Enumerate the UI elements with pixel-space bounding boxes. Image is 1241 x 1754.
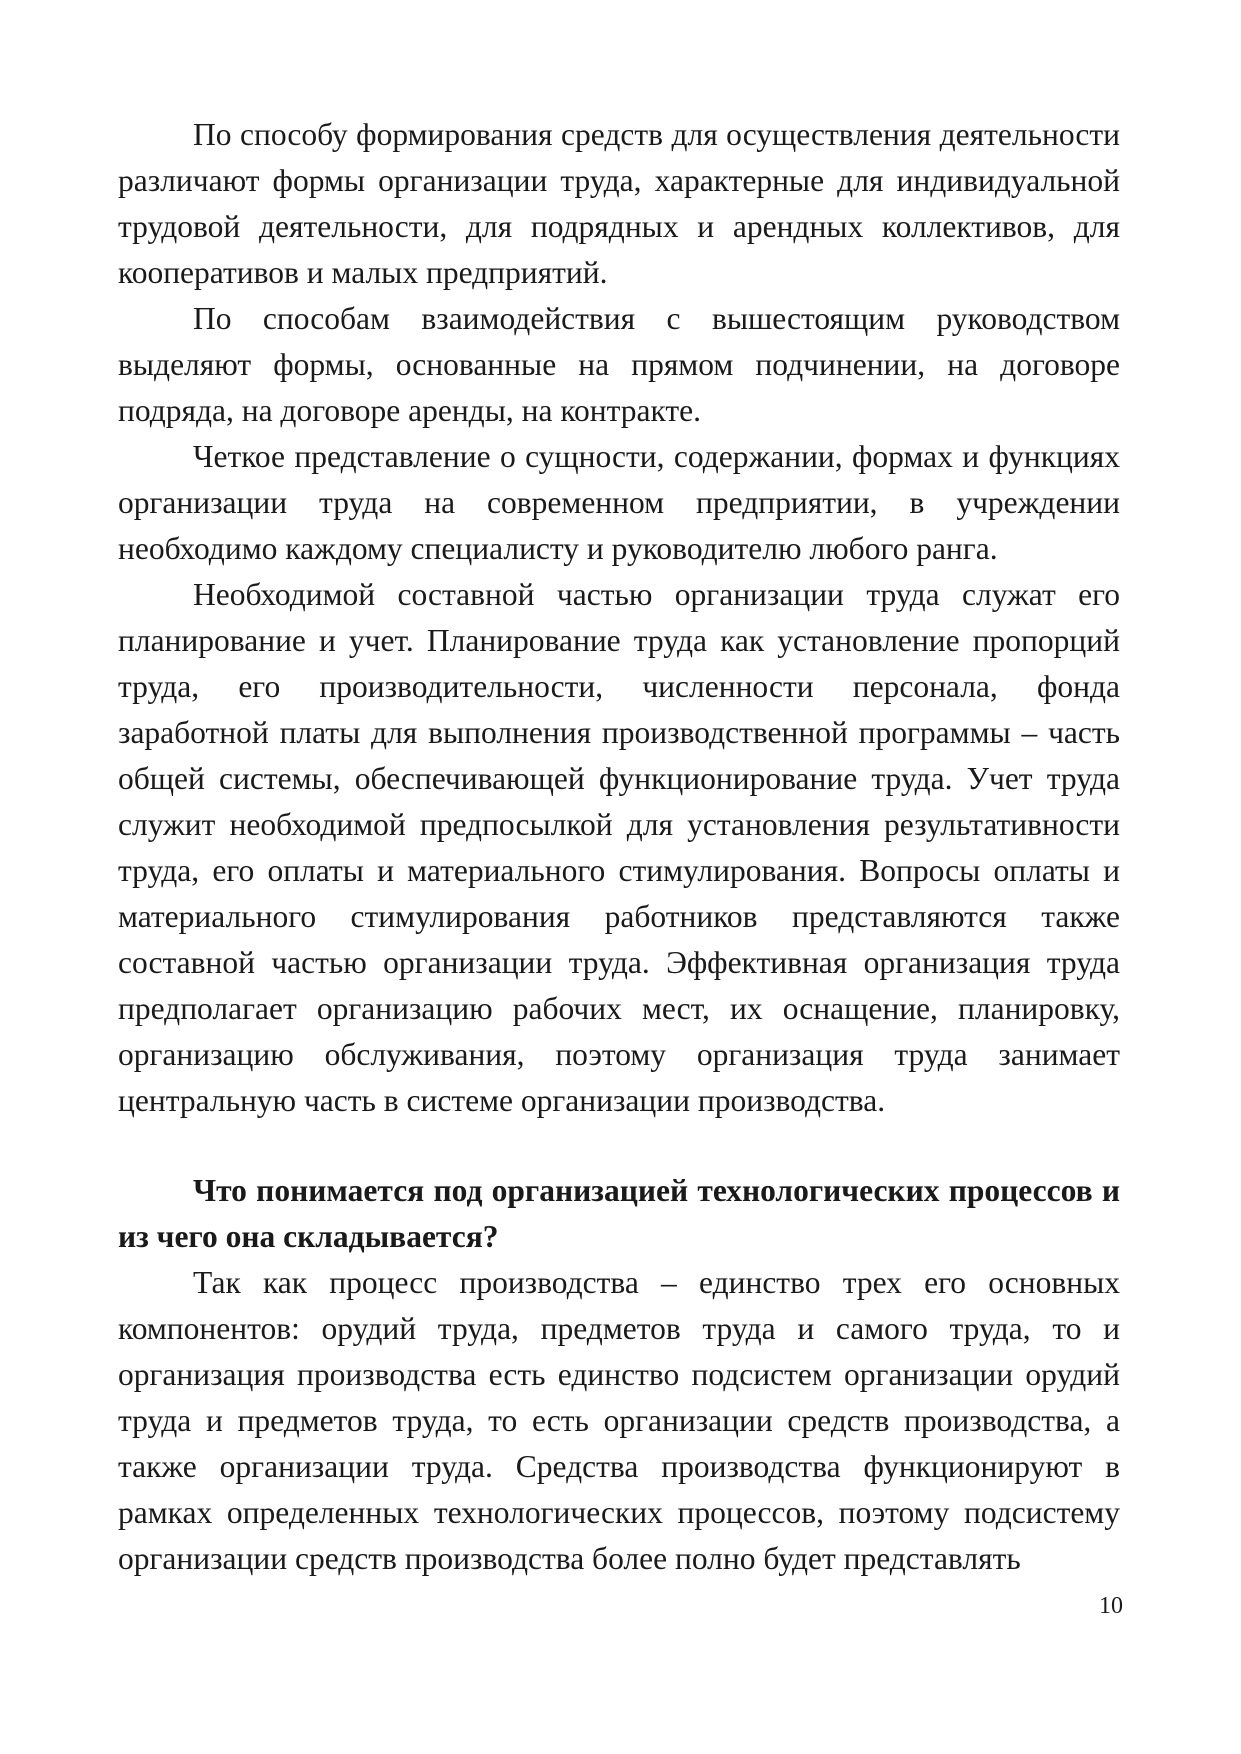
paragraph-2: По способам взаимодействия с вышестоящим руководством выделяют формы, основанные на прямом подчинении, на договоре подряда, на договоре аренды, на контракте. bbox=[118, 301, 1120, 428]
paragraph-3: Четкое представление о сущности, содержании, формах и функциях организации труда на современном предприятии, в учреждении необходимо каждому специалисту и руководителю любого ранга. bbox=[118, 439, 1120, 566]
paragraph-4: Необходимой составной частью организации труда служат его планирование и учет. Планирование труда как установление пропорций труда, его производительности, численности персонала, фонда заработной платы для выполнения производственной программы – часть общей системы, обеспечивающей функционирование труда. Учет труда служит необходимой предпосылкой для установления результативности труда, его оплаты и материального стимулирования. Вопросы оплаты и материального стимулирования работников представляются также составной частью организации труда. Эффективная организация труда предполагает организацию рабочих мест, их оснащение, планировку, организацию обслуживания, поэтому организация труда занимает центральную часть в системе организации производства. bbox=[118, 577, 1120, 1118]
page-body bbox=[118, 112, 1120, 1582]
section-heading: Что понимается под организацией технологических процессов и из чего она складывается? bbox=[118, 1173, 1120, 1254]
page-number: 10 bbox=[1099, 1593, 1123, 1619]
paragraph-1: По способу формирования средств для осуществления деятельности различают формы организации труда, характерные для индивидуальной трудовой деятельности, для подрядных и арендных коллективов, для кооперативов и малых предприятий. bbox=[118, 117, 1120, 290]
paragraph-5: Так как процесс производства – единство трех его основных компонентов: орудий труда, предметов труда и самого труда, то и организация производства есть единство подсистем организации орудий труда и предметов труда, то есть организации средств производства, а также организации труда. Средства производства функционируют в рамках определенных технологических процессов, поэтому подсистему организации средств производства более полно будет представлять bbox=[118, 1265, 1120, 1576]
